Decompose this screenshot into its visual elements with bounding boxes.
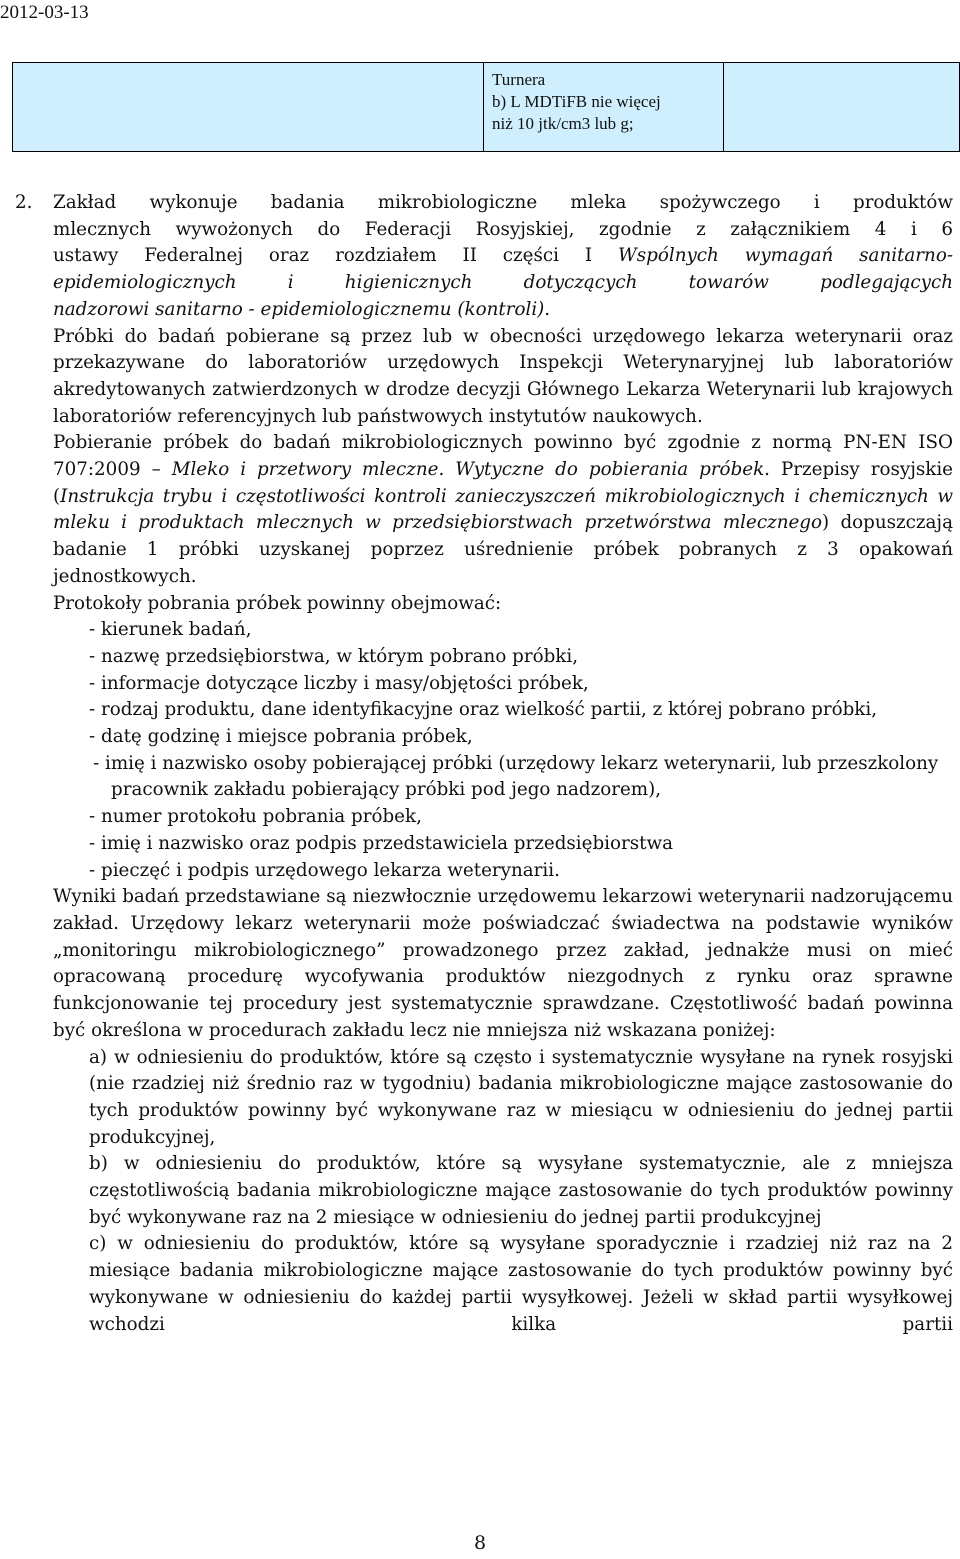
list-item: - imię i nazwisko osoby pobierającej próbki (urzędowy lekarz weterynarii, lub przeszkolony pracownik zakładu pobierający próbki pod jego nadzorem), bbox=[93, 752, 939, 801]
table-cell-empty-right bbox=[724, 63, 959, 151]
cell-line: niż 10 jtk/cm3 lub g; bbox=[492, 114, 634, 133]
section-line: ustawy Federalnej oraz rozdziałem II części I Wspólnych wymagań sanitarno- bbox=[53, 245, 953, 267]
list-item: - datę godzinę i miejsce pobrania próbek, bbox=[89, 726, 473, 748]
section-number: 2. bbox=[15, 192, 33, 213]
list-item: - rodzaj produktu, dane identyfikacyjne oraz wielkość partii, z której pobrano próbki, bbox=[89, 699, 878, 721]
results-paragraph: Wyniki badań przedstawiane są niezwłocznie urzędowemu lekarzowi weterynarii nadzorującemu zakład. Urzędowy lekarz weterynarii może poświadczać świadectwa na podstawie wyników „monitoringu mikrobiologicznego” prowadzonego przez zakład, jednakże musi on mieć opracowaną procedurę wycofywania produktów niezgodnych z rynku oraz sprawne funkcjonowanie tej procedury jest systematycznie sprawdzane. Częstotliwość badań powinna być określona w procedurach zakładu lecz nie mniejsza niż wskazana poniżej: bbox=[53, 886, 953, 1041]
protocols-intro: Protokoły pobrania próbek powinny obejmować: bbox=[53, 592, 502, 614]
list-item: c) w odniesieniu do produktów, które są wysyłane sporadycznie i rzadziej niż raz na 2 miesiące badania mikrobiologiczne mające zastosowanie do tych produktów powinny być wykonywane w odniesieniu do każdej partii wysyłkowej. Jeżeli w skład partii wysyłkowej wchodzi kilka partii bbox=[89, 1233, 953, 1335]
cell-line: b) L MDTiFB nie więcej bbox=[492, 92, 661, 111]
protocols-list bbox=[53, 617, 953, 884]
page-number: 8 bbox=[473, 1532, 487, 1554]
header-date: 2012-03-13 bbox=[0, 2, 89, 23]
section-2 bbox=[15, 190, 953, 324]
list-item: - kierunek badań, bbox=[89, 619, 252, 641]
list-item: - pieczęć i podpis urzędowego lekarza weterynarii. bbox=[89, 859, 560, 881]
table-cell-criteria bbox=[484, 63, 724, 151]
list-item: b) w odniesieniu do produktów, które są wysyłane systematycznie, ale z mniejsza częstotliwością badania mikrobiologiczne mające zastosowanie do tych produktów powinny być wykonywane raz na 2 miesiące w odniesieniu do jednej partii produkcyjnej bbox=[89, 1153, 953, 1228]
list-item: - numer protokołu pobrania próbek, bbox=[89, 806, 422, 828]
table-cell-empty-left bbox=[13, 63, 484, 151]
document-body bbox=[15, 190, 954, 1338]
list-item: - informacje dotyczące liczby i masy/objętości próbek, bbox=[89, 672, 589, 694]
list-item: - imię i nazwisko oraz podpis przedstawiciela przedsiębiorstwa bbox=[89, 832, 674, 854]
frequency-list bbox=[53, 1045, 953, 1339]
list-item: a) w odniesieniu do produktów, które są często i systematycznie wysyłane na rynek rosyjski (nie rzadziej niż średnio raz w tygodniu) badania mikrobiologiczne mające zastosowanie do tych produktów powinny być wykonywane raz w miesiącu w odniesieniu do jednej partii produkcyjnej, bbox=[89, 1046, 953, 1148]
section-line: Zakład wykonuje badania mikrobiologiczne mleka spożywczego i produktów bbox=[53, 192, 953, 213]
section-line: epidemiologicznych i higienicznych dotyczących towarów podlegających bbox=[53, 272, 953, 294]
cell-line: Turnera bbox=[492, 70, 546, 89]
samples-paragraph: Próbki do badań pobierane są przez lub w obecności urzędowego lekarza weterynarii oraz przekazywane do laboratoriów urzędowych Inspekcji Weterynaryjnej lub laboratoriów akredytowanych zatwierdzonych w drodze decyzji Głównego Lekarza Weterynarii lub krajowych laboratoriów referencyjnych lub państwowych instytutów naukowych. bbox=[53, 325, 953, 427]
criteria-table-fragment bbox=[12, 62, 960, 152]
section-line: nadzorowi sanitarno - epidemiologicznemu (kontroli). bbox=[53, 298, 551, 320]
list-item: - nazwę przedsiębiorstwa, w którym pobrano próbki, bbox=[89, 645, 579, 667]
section-line: mlecznych wywożonych do Federacji Rosyjskiej, zgodnie z załącznikiem 4 i 6 bbox=[53, 218, 953, 240]
sampling-paragraph: Pobieranie próbek do badań mikrobiologicznych powinno być zgodnie z normą PN-EN ISO 707:2009 – Mleko i przetwory mleczne. Wytyczne do pobierania próbek. Przepisy rosyjskie (Instrukcja trybu i częstotliwości kontroli zanieczyszczeń mikrobiologicznych i chemicznych w mleku i produktach mlecznych w przedsiębiorstwach przetwórstwa mlecznego) dopuszczają badanie 1 próbki uzyskanej poprzez uśrednienie próbek pobranych z 3 opakowań jednostkowych. bbox=[53, 432, 954, 587]
